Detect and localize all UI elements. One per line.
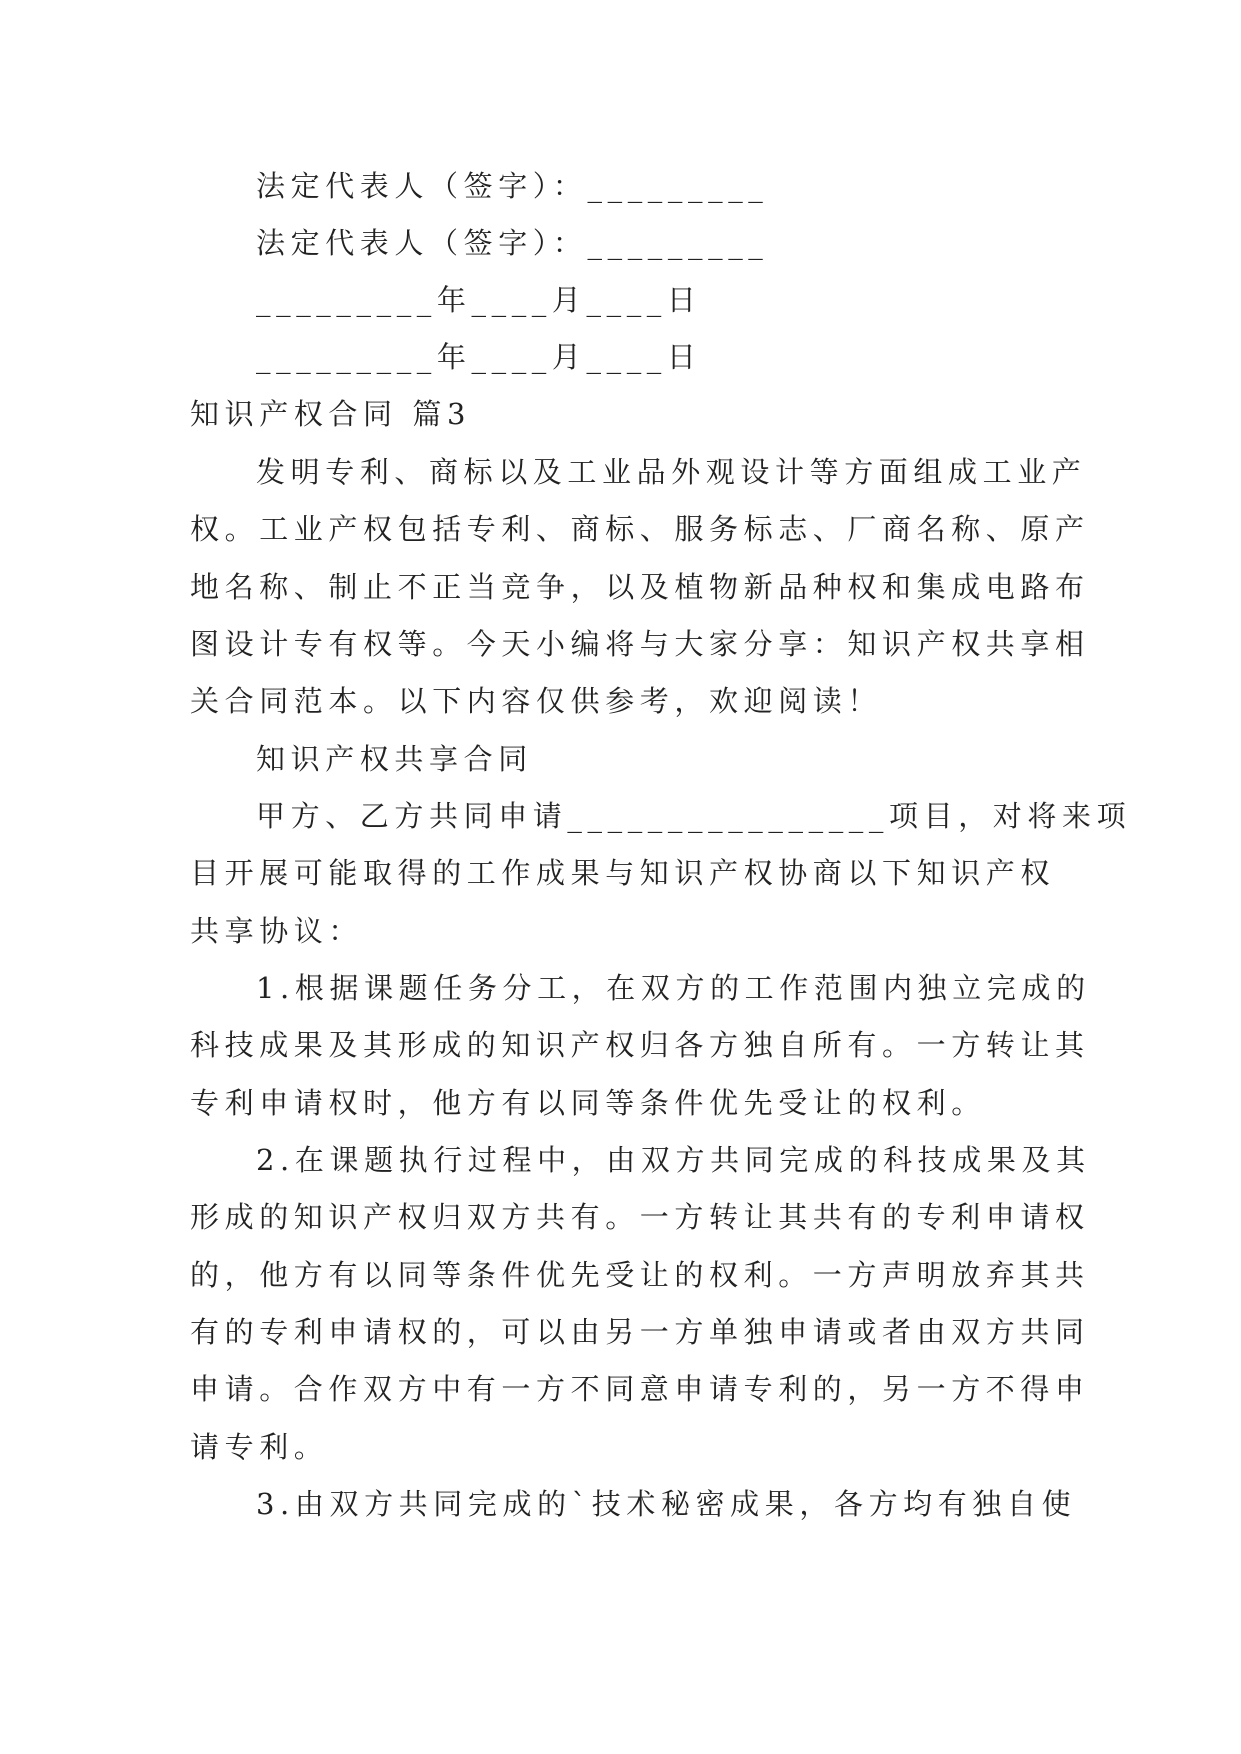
- intro-line: 发明专利、商标以及工业品外观设计等方面组成工业产: [256, 455, 1087, 489]
- clause-2-line: 形成的知识产权归双方共有。一方转让其共有的专利申请权: [190, 1200, 1090, 1234]
- section-heading: 知识产权合同 篇3: [190, 397, 472, 431]
- clause-2-line: 申请。合作双方中有一方不同意申请专利的，另一方不得申: [190, 1372, 1090, 1406]
- clause-2-line: 请专利。: [190, 1430, 329, 1464]
- date-line-1: _________年____月____日: [256, 283, 702, 317]
- contract-title: 知识产权共享合同: [256, 742, 533, 776]
- signature-line-2: 法定代表人（签字）：_________: [256, 226, 769, 260]
- clause-2-line: 的，他方有以同等条件优先受让的权利。一方声明放弃其共: [190, 1258, 1090, 1292]
- clause-1-line: 科技成果及其形成的知识产权归各方独自所有。一方转让其: [190, 1028, 1090, 1062]
- clause-2-line: 2.在课题执行过程中，由双方共同完成的科技成果及其: [256, 1143, 1091, 1177]
- clause-3-line: 3.由双方共同完成的`技术秘密成果，各方均有独自使: [256, 1487, 1077, 1521]
- preamble-line: 目开展可能取得的工作成果与知识产权协商以下知识产权: [190, 856, 1056, 890]
- signature-line-1: 法定代表人（签字）：_________: [256, 169, 769, 203]
- intro-line: 图设计专有权等。今天小编将与大家分享：知识产权共享相: [190, 627, 1090, 661]
- intro-line: 关合同范本。以下内容仅供参考，欢迎阅读！: [190, 684, 883, 718]
- date-line-2: _________年____月____日: [256, 340, 702, 374]
- preamble-line: 共享协议：: [190, 914, 364, 948]
- clause-1-line: 专利申请权时，他方有以同等条件优先受让的权利。: [190, 1086, 986, 1120]
- clause-1-line: 1.根据课题任务分工，在双方的工作范围内独立完成的: [256, 971, 1091, 1005]
- intro-line: 权。工业产权包括专利、商标、服务标志、厂商名称、原产: [190, 512, 1090, 546]
- preamble-line: 甲方、乙方共同申请________________项目，对将来项: [256, 799, 1132, 833]
- clause-2-line: 有的专利申请权的，可以由另一方单独申请或者由双方共同: [190, 1315, 1090, 1349]
- intro-line: 地名称、制止不正当竞争，以及植物新品种权和集成电路布: [190, 570, 1090, 604]
